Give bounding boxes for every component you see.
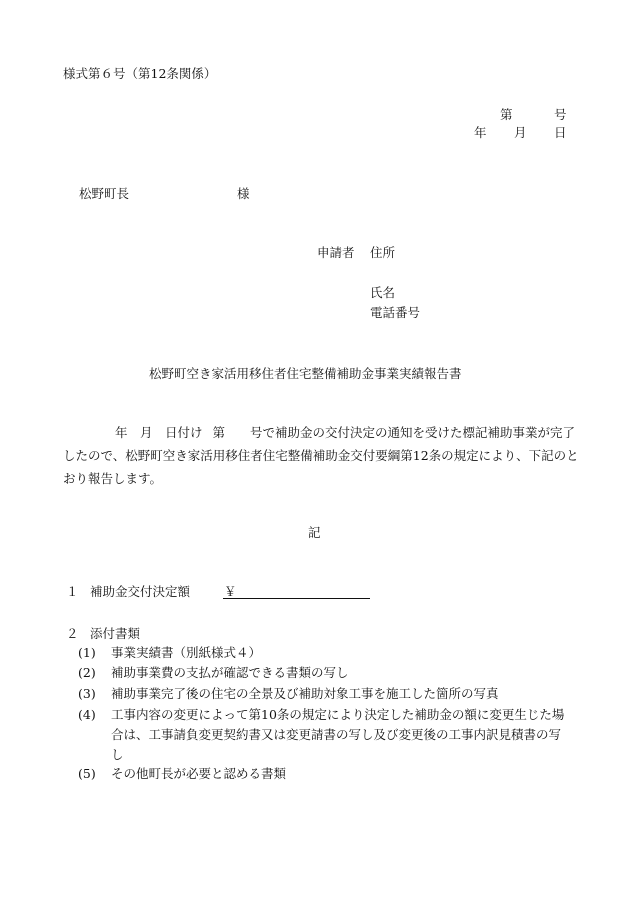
- attachment-item-number: (2): [78, 665, 96, 680]
- form-label: 様式第６号（第12条関係）: [63, 66, 217, 81]
- currency-symbol: ￥: [224, 584, 237, 599]
- section1-number: １: [66, 584, 79, 599]
- attachment-item-number: (3): [78, 686, 96, 701]
- applicant-label: 申請者: [317, 245, 355, 260]
- attachment-item-text: 補助事業完了後の住宅の全景及び補助対象工事を施工した箇所の写真: [111, 686, 499, 701]
- amount-field-line: [223, 598, 370, 599]
- document-title: 松野町空き家活用移住者住宅整備補助金事業実績報告書: [149, 366, 462, 381]
- attachment-item-text: 補助事業費の支払が確認できる書類の写し: [111, 665, 349, 680]
- date-day: 日: [554, 125, 567, 140]
- doc-number-suffix: 号: [554, 107, 567, 122]
- attachment-item-text: その他町長が必要と認める書類: [111, 766, 287, 781]
- applicant-address-label: 住所: [370, 245, 396, 260]
- attachment-item-number: (1): [78, 645, 96, 660]
- date-year: 年: [474, 125, 487, 140]
- applicant-phone-label: 電話番号: [370, 305, 421, 320]
- doc-number-prefix: 第: [500, 107, 513, 122]
- body-date-part: 年 月 日付け: [115, 425, 203, 440]
- body-number-part: 第 号で補助金の交付決定の通知を受けた標記補助事業が完了したので、松野町空き家活用移住者住宅整備補助金交付要綱第12条の規定により、下記のとおり報告します。: [63, 425, 579, 486]
- ki-heading: 記: [308, 525, 321, 540]
- body-paragraph: [63, 421, 583, 490]
- applicant-name-label: 氏名: [370, 285, 396, 300]
- attachment-item-text: 事業実績書（別紙様式４）: [111, 645, 262, 660]
- section2-label: 添付書類: [90, 626, 141, 641]
- addressee-honorific: 様: [237, 186, 250, 201]
- attachment-item-number: (5): [78, 766, 96, 781]
- date-month: 月: [514, 125, 527, 140]
- attachment-item-text: 工事内容の変更によって第10条の規定により決定した補助金の額に変更生じた場合は、工事請負変更契約書又は変更請書の写し及び変更後の工事内訳見積書の写し: [111, 707, 565, 762]
- section1-label: 補助金交付決定額: [90, 584, 191, 599]
- attachment-item-number: (4): [78, 707, 96, 722]
- addressee-name: 松野町長: [79, 186, 130, 201]
- section2-number: ２: [66, 626, 79, 641]
